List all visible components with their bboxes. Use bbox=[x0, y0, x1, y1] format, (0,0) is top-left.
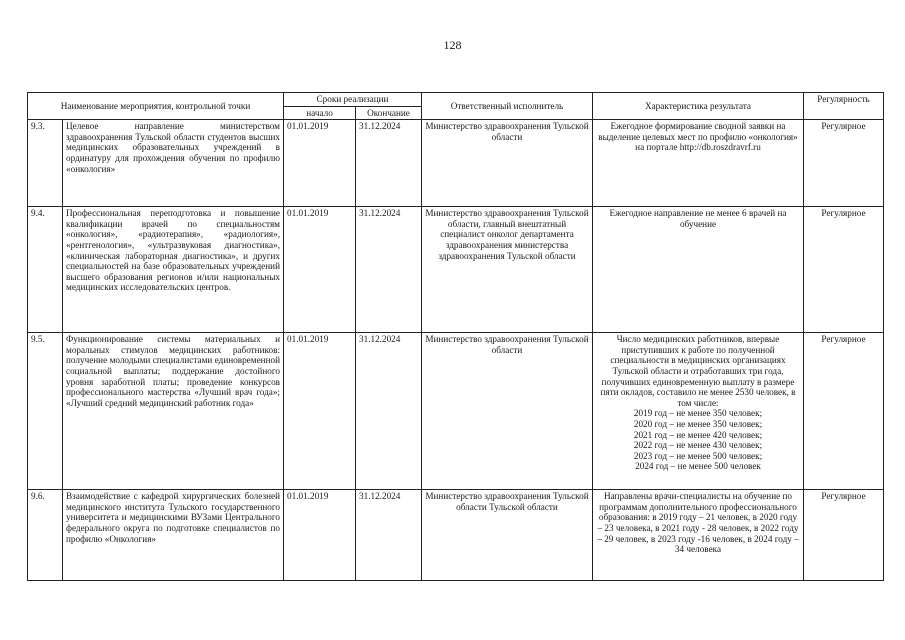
row-number: 9.3. bbox=[28, 120, 63, 207]
result-line: 2020 год – не менее 350 человек; bbox=[633, 418, 763, 429]
table-row bbox=[28, 120, 884, 207]
row-end-date: 31.12.2024 bbox=[356, 490, 422, 581]
row-number: 9.6. bbox=[28, 490, 63, 581]
row-end-date: 31.12.2024 bbox=[356, 207, 422, 333]
header-start: начало bbox=[284, 106, 356, 120]
row-result bbox=[593, 120, 804, 207]
header-regularity: Регулярность bbox=[804, 93, 884, 120]
result-line: Ежегодное формирование сводной заявки на выделение целевых мест по профилю «онкология» на портале http://db.roszdravrf.ru bbox=[598, 121, 798, 153]
row-number: 9.4. bbox=[28, 207, 63, 333]
result-line: Число медицинских работников, впервые приступивших к работе по полученной специальности в медицинских организациях Тульской области и отработавших три года, получивших единовременную выплату в размере пяти окладов, составило не менее 2530 человек, в том числе: bbox=[600, 334, 796, 408]
row-regularity: Регулярное bbox=[804, 490, 884, 581]
row-result bbox=[593, 333, 804, 490]
row-activity: Функционирование системы материальных и моральных стимулов медицинских работников: получение молодыми специалистами единовременной социальной выплаты; поддержание достойного уровня заработной платы; проведение конкурсов профессионального мастерства «Лучший врач года»; «Лучший средний медицинский работник года» bbox=[63, 333, 284, 490]
row-end-date: 31.12.2024 bbox=[356, 120, 422, 207]
row-activity: Профессиональная переподготовка и повышение квалификации врачей по специальностям «онкология», «радиотерапия», «радиология», «рентгенология», «ультразвуковая диагностика», «клиническая лабораторная диагностика», и других специальностей на базе образовательных учреждений высшего образования регионов и/или национальных медицинских исследовательских центров. bbox=[63, 207, 284, 333]
row-start-date: 01.01.2019 bbox=[284, 333, 356, 490]
row-end-date: 31.12.2024 bbox=[356, 333, 422, 490]
result-line: 2021 год – не менее 420 человек; bbox=[633, 429, 763, 440]
row-start-date: 01.01.2019 bbox=[284, 207, 356, 333]
row-regularity: Регулярное bbox=[804, 120, 884, 207]
row-result bbox=[593, 490, 804, 581]
row-result bbox=[593, 207, 804, 333]
header-result: Характеристика результата bbox=[593, 93, 804, 120]
row-executor: Министерство здравоохранения Тульской области bbox=[422, 120, 593, 207]
row-executor: Министерство здравоохранения Тульской области bbox=[422, 333, 593, 490]
row-activity: Взаимодействие с кафедрой хирургических болезней медицинского института Тульского государственного университета и медицинскими ВУЗами Центрального федерального округа по подготовке специалистов по профилю «Онкология» bbox=[63, 490, 284, 581]
result-line: Направлены врачи-специалисты на обучение по программам дополнительного профессионального образования: в 2019 году – 21 человек, в 2020 году – 23 человека, в 2021 году - 28 человек, в 2022 году – 29 человек, в 2023 году -16 человек, в 2024 году – 34 человека bbox=[597, 491, 799, 555]
result-line: 2024 год – не менее 500 человек bbox=[635, 461, 761, 472]
row-executor: Министерство здравоохранения Тульской области Тульской области bbox=[422, 490, 593, 581]
header-period: Сроки реализации bbox=[284, 93, 422, 107]
row-start-date: 01.01.2019 bbox=[284, 120, 356, 207]
row-number: 9.5. bbox=[28, 333, 63, 490]
table-row bbox=[28, 207, 884, 333]
row-regularity: Регулярное bbox=[804, 207, 884, 333]
header-row bbox=[28, 93, 884, 107]
row-start-date: 01.01.2019 bbox=[284, 490, 356, 581]
page-number: 128 bbox=[443, 38, 462, 52]
result-line: 2022 год – не менее 430 человек; bbox=[633, 440, 763, 451]
result-line: 2023 год – не менее 500 человек; bbox=[633, 450, 763, 461]
activities-table bbox=[27, 92, 884, 581]
row-executor: Министерство здравоохранения Тульской области, главный внештатный специалист онколог департамента здравоохранения министерства здравоохранения Тульской области bbox=[422, 207, 593, 333]
row-regularity: Регулярное bbox=[804, 333, 884, 490]
result-line: 2019 год – не менее 350 человек; bbox=[633, 408, 763, 419]
header-name: Наименование мероприятия, контрольной точки bbox=[28, 93, 284, 120]
header-end: Окончание bbox=[356, 106, 422, 120]
table-row bbox=[28, 333, 884, 490]
header-executor: Ответственный исполнитель bbox=[422, 93, 593, 120]
result-line: Ежегодное направление не менее 6 врачей на обучение bbox=[609, 208, 787, 229]
table-row bbox=[28, 490, 884, 581]
row-activity: Целевое направление министерством здравоохранения Тульской области студентов высших медицинских образовательных учреждений в ординатуру для прохождения обучения по профилю «онкология» bbox=[63, 120, 284, 207]
